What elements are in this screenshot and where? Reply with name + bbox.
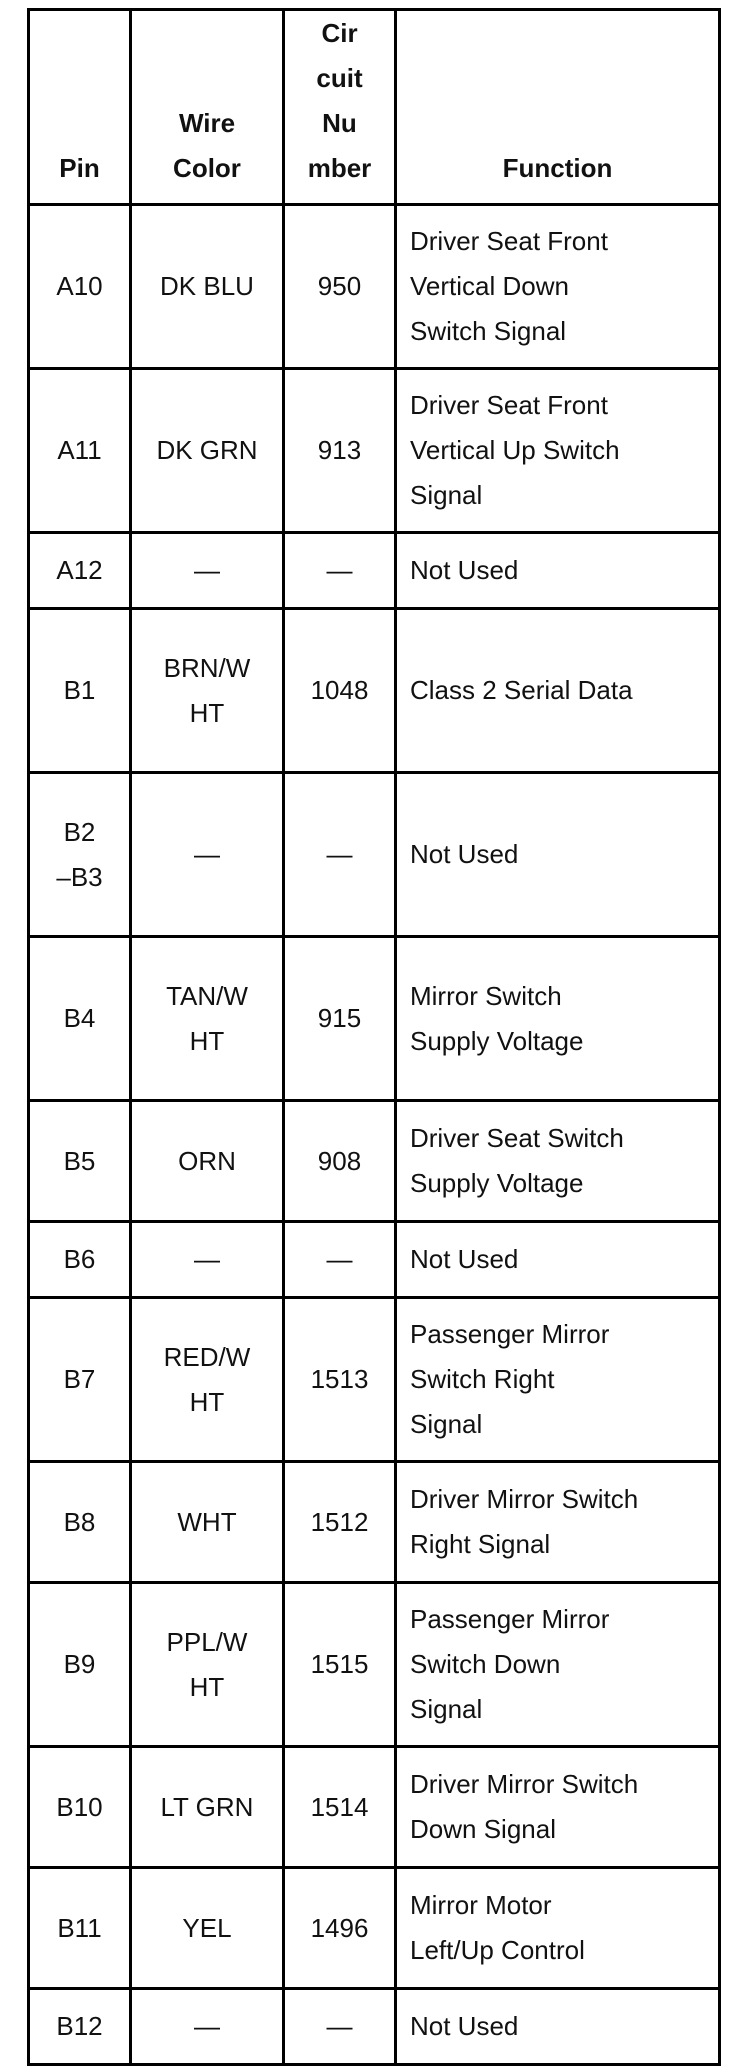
table-body xyxy=(29,205,720,2065)
table-row xyxy=(29,773,720,937)
header-wire-color xyxy=(131,10,284,205)
header-circuit-number xyxy=(284,10,396,205)
wire-color-cell-text: WHT xyxy=(177,1506,237,1537)
pin-cell-text: B9 xyxy=(63,1649,96,1679)
table-row xyxy=(29,369,720,533)
header-function-text: Function xyxy=(502,153,613,183)
wire-color-cell-text: LT GRN xyxy=(160,1791,254,1822)
function-cell-text: Not Used xyxy=(410,555,519,585)
pin-cell-text: B6 xyxy=(63,1244,96,1274)
function-cell-text: Driver Mirror Switch Down Signal xyxy=(410,1769,639,1844)
circuit-number-cell-text: 1513 xyxy=(310,1364,369,1394)
pin-cell xyxy=(29,1222,131,1298)
circuit-number-cell xyxy=(284,1101,396,1222)
wire-color-cell-text: ORN xyxy=(178,1145,236,1176)
pin-cell-text: B8 xyxy=(63,1506,96,1537)
circuit-number-cell xyxy=(284,1222,396,1298)
circuit-number-cell xyxy=(284,1989,396,2065)
function-cell xyxy=(396,1583,720,1747)
function-cell-text: Not Used xyxy=(410,839,519,869)
circuit-number-cell-text: 1512 xyxy=(310,1506,369,1537)
wire-color-cell xyxy=(131,609,284,773)
function-cell xyxy=(396,609,720,773)
function-cell-text: Passenger Mirror Switch Right Signal xyxy=(410,1319,610,1439)
function-cell xyxy=(396,773,720,937)
pin-cell xyxy=(29,1462,131,1583)
circuit-number-cell xyxy=(284,1868,396,1989)
function-cell xyxy=(396,937,720,1101)
table-row xyxy=(29,937,720,1101)
circuit-number-cell xyxy=(284,369,396,533)
function-cell-text: Driver Seat Front Vertical Up Switch Signal xyxy=(410,390,620,510)
pin-cell xyxy=(29,1583,131,1747)
pin-cell xyxy=(29,369,131,533)
wire-color-cell-text: RED/W HT xyxy=(163,1341,251,1417)
circuit-number-cell-text: 1515 xyxy=(310,1649,369,1679)
circuit-number-cell xyxy=(284,1747,396,1868)
function-cell-text: Driver Mirror Switch Right Signal xyxy=(410,1484,639,1559)
wire-color-cell-text: — xyxy=(194,2011,220,2041)
function-cell xyxy=(396,1868,720,1989)
header-wire-color-text: Wire Color xyxy=(173,108,241,183)
wire-color-cell-text: DK GRN xyxy=(156,435,258,465)
function-cell-text: Class 2 Serial Data xyxy=(410,675,633,705)
circuit-number-cell-text: — xyxy=(326,839,353,869)
function-cell-text: Not Used xyxy=(410,2011,519,2041)
function-cell xyxy=(396,369,720,533)
wire-color-cell-text: — xyxy=(194,839,220,869)
pin-cell-text: A12 xyxy=(56,555,103,585)
wire-color-cell-text: — xyxy=(194,555,220,585)
function-cell xyxy=(396,1989,720,2065)
table-row xyxy=(29,205,720,369)
circuit-number-cell-text: — xyxy=(326,555,353,585)
pin-cell-text: B12 xyxy=(56,2011,103,2041)
wire-color-cell xyxy=(131,205,284,369)
wire-color-cell-text: DK BLU xyxy=(160,271,254,301)
function-cell xyxy=(396,1222,720,1298)
circuit-number-cell xyxy=(284,1298,396,1462)
header-pin-text: Pin xyxy=(59,153,100,183)
wire-color-cell xyxy=(131,369,284,533)
pin-cell xyxy=(29,937,131,1101)
circuit-number-cell-text: — xyxy=(326,2011,353,2041)
pin-cell-text: B10 xyxy=(56,1791,103,1822)
function-cell xyxy=(396,1298,720,1462)
pin-cell-text: B1 xyxy=(63,675,96,705)
circuit-number-cell xyxy=(284,773,396,937)
table-row xyxy=(29,609,720,773)
table-row xyxy=(29,1868,720,1989)
table-row xyxy=(29,1462,720,1583)
wire-color-cell xyxy=(131,1101,284,1222)
wire-color-cell xyxy=(131,1989,284,2065)
function-cell xyxy=(396,205,720,369)
function-cell xyxy=(396,1462,720,1583)
pin-cell xyxy=(29,1868,131,1989)
wire-color-cell xyxy=(131,1222,284,1298)
function-cell-text: Driver Seat Switch Supply Voltage xyxy=(410,1123,624,1198)
wire-color-cell-text: YEL xyxy=(182,1912,232,1943)
wire-color-cell-text: TAN/W HT xyxy=(166,980,248,1056)
pin-cell xyxy=(29,533,131,609)
header-circuit-number-text: Cir cuit Nu mber xyxy=(307,18,372,183)
table-header-row xyxy=(29,10,720,205)
pin-cell-text: B2 –B3 xyxy=(56,816,103,892)
wire-color-cell xyxy=(131,1747,284,1868)
wire-color-cell-text: BRN/W HT xyxy=(163,652,251,728)
pin-cell xyxy=(29,773,131,937)
circuit-number-cell-text: 1496 xyxy=(310,1912,369,1943)
wire-color-cell xyxy=(131,1462,284,1583)
circuit-number-cell-text: 1514 xyxy=(310,1791,369,1822)
pin-cell xyxy=(29,1298,131,1462)
circuit-number-cell xyxy=(284,533,396,609)
wire-color-cell xyxy=(131,1583,284,1747)
wire-color-cell-text: — xyxy=(194,1244,220,1274)
pin-cell-text: B7 xyxy=(63,1364,96,1394)
function-cell-text: Not Used xyxy=(410,1244,519,1274)
table-row xyxy=(29,1101,720,1222)
pin-cell-text: A10 xyxy=(56,271,103,301)
wire-color-cell xyxy=(131,773,284,937)
pin-cell-text: A11 xyxy=(57,435,102,465)
pin-cell xyxy=(29,609,131,773)
wire-color-cell xyxy=(131,937,284,1101)
pin-cell-text: B4 xyxy=(63,1003,96,1033)
wire-color-cell xyxy=(131,533,284,609)
circuit-number-cell-text: 1048 xyxy=(310,675,369,705)
circuit-number-cell-text: 950 xyxy=(317,271,362,301)
circuit-number-cell-text: 908 xyxy=(317,1145,362,1176)
table-row xyxy=(29,1583,720,1747)
table-row xyxy=(29,533,720,609)
pin-cell-text: B11 xyxy=(57,1912,102,1943)
function-cell-text: Mirror Switch Supply Voltage xyxy=(410,980,584,1056)
connector-pinout-table xyxy=(27,8,721,2066)
function-cell-text: Passenger Mirror Switch Down Signal xyxy=(410,1604,610,1724)
function-cell xyxy=(396,1747,720,1868)
circuit-number-cell xyxy=(284,609,396,773)
table-row xyxy=(29,1222,720,1298)
pin-cell xyxy=(29,1101,131,1222)
pin-cell xyxy=(29,1747,131,1868)
header-function xyxy=(396,10,720,205)
function-cell xyxy=(396,1101,720,1222)
table-row xyxy=(29,1989,720,2065)
circuit-number-cell-text: 913 xyxy=(317,435,362,465)
circuit-number-cell xyxy=(284,205,396,369)
pin-cell xyxy=(29,1989,131,2065)
function-cell-text: Driver Seat Front Vertical Down Switch Signal xyxy=(410,226,608,346)
circuit-number-cell-text: 915 xyxy=(317,1003,362,1033)
table-row xyxy=(29,1298,720,1462)
table-row xyxy=(29,1747,720,1868)
wire-color-cell xyxy=(131,1868,284,1989)
circuit-number-cell xyxy=(284,1583,396,1747)
circuit-number-cell xyxy=(284,1462,396,1583)
circuit-number-cell-text: — xyxy=(326,1244,353,1274)
circuit-number-cell xyxy=(284,937,396,1101)
pin-cell xyxy=(29,205,131,369)
header-pin xyxy=(29,10,131,205)
function-cell-text: Mirror Motor Left/Up Control xyxy=(410,1890,585,1965)
wire-color-cell xyxy=(131,1298,284,1462)
pin-cell-text: B5 xyxy=(63,1145,96,1176)
wire-color-cell-text: PPL/W HT xyxy=(166,1626,248,1702)
function-cell xyxy=(396,533,720,609)
